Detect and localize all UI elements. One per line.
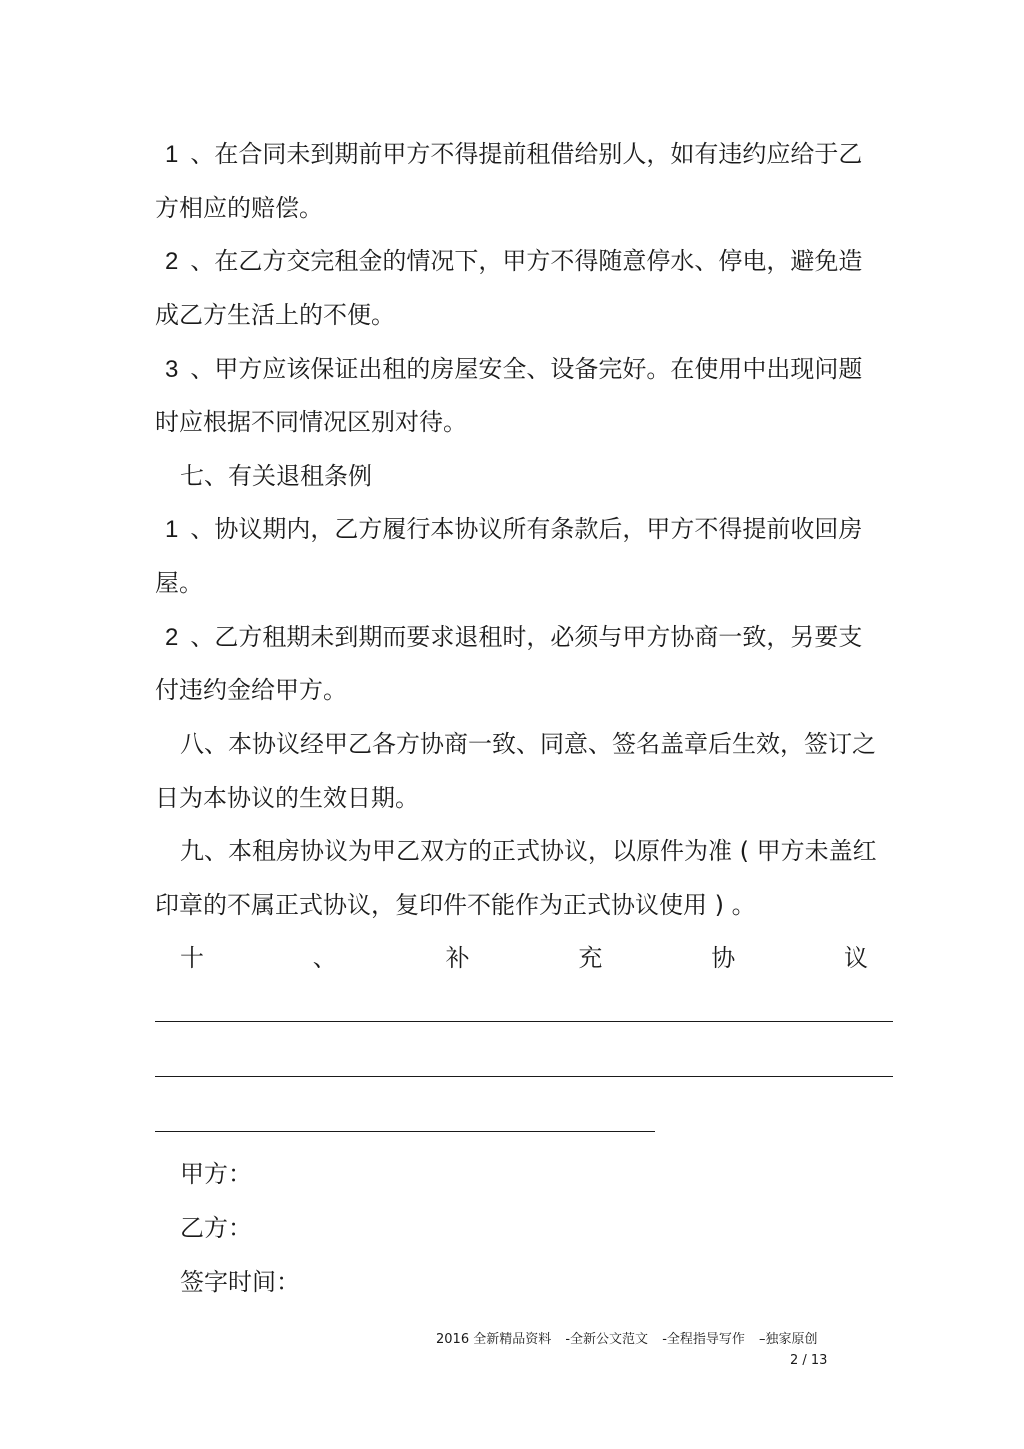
section-9-line-2: 印章的不属正式协议，复印件不能作为正式协议使用 ) 。 bbox=[155, 891, 756, 919]
section-9-line-1: 九、本租房协议为甲乙双方的正式协议，以原件为准 ( 甲方未盖红 bbox=[180, 837, 877, 865]
section-10-char: 议 bbox=[843, 944, 868, 972]
clause-text: 、在乙方交完租金的情况下，甲方不得随意停水、停电，避免造 bbox=[190, 247, 863, 275]
page-number: 2 / 13 bbox=[790, 1353, 828, 1368]
clause-text: 、协议期内，乙方履行本协议所有条款后，甲方不得提前收回房 bbox=[190, 515, 863, 543]
clause-number: 2 bbox=[165, 248, 179, 275]
section-7-item-2-line-2: 付违约金给甲方。 bbox=[155, 676, 347, 704]
section-7-item-1-line-1 bbox=[165, 514, 862, 545]
blank-line bbox=[155, 1131, 655, 1132]
party-b-label: 乙方： bbox=[180, 1214, 252, 1242]
blank-line bbox=[155, 1076, 893, 1077]
footer-tagline bbox=[436, 1332, 828, 1348]
clause-3-line-1 bbox=[165, 354, 862, 385]
clause-3-line-2: 时应根据不同情况区别对待。 bbox=[155, 408, 467, 436]
clause-number: 2 bbox=[165, 624, 179, 651]
section-8-line-2: 日为本协议的生效日期。 bbox=[155, 784, 419, 812]
clause-text: 、甲方应该保证出租的房屋安全、设备完好。在使用中出现问题 bbox=[190, 355, 863, 383]
section-7-heading: 七、有关退租条例 bbox=[180, 462, 372, 490]
blank-line bbox=[155, 1021, 893, 1022]
clause-number: 1 bbox=[165, 516, 179, 543]
clause-1-line-2: 方相应的赔偿。 bbox=[155, 194, 323, 222]
section-10-heading bbox=[180, 943, 868, 973]
footer-item: 2016 全新精品资料 bbox=[436, 1332, 552, 1347]
footer-item: -全新公文范文 bbox=[565, 1332, 649, 1347]
footer-item: –独家原创 bbox=[759, 1332, 818, 1347]
clause-text: 、在合同未到期前甲方不得提前租借给别人，如有违约应给于乙 bbox=[190, 140, 863, 168]
section-10-char: 补 bbox=[445, 944, 470, 972]
clause-number: 1 bbox=[165, 141, 179, 168]
section-7-item-1-line-2: 屋。 bbox=[155, 569, 203, 597]
sign-time-label: 签字时间： bbox=[180, 1268, 300, 1296]
clause-text: 、乙方租期未到期而要求退租时，必须与甲方协商一致，另要支 bbox=[190, 623, 863, 651]
clause-1-line-1 bbox=[165, 139, 862, 170]
section-10-char: 协 bbox=[711, 944, 736, 972]
section-7-item-2-line-1 bbox=[165, 622, 862, 653]
section-10-char: 十 bbox=[180, 944, 204, 972]
section-8-line-1: 八、本协议经甲乙各方协商一致、同意、签名盖章后生效，签订之 bbox=[180, 730, 876, 758]
clause-2-line-2: 成乙方生活上的不便。 bbox=[155, 301, 395, 329]
section-10-char: 充 bbox=[578, 944, 603, 972]
party-a-label: 甲方： bbox=[180, 1160, 252, 1188]
footer-item: -全程指导写作 bbox=[662, 1332, 745, 1347]
clause-2-line-1 bbox=[165, 246, 862, 277]
clause-number: 3 bbox=[165, 356, 179, 383]
section-10-char: 、 bbox=[312, 944, 337, 972]
